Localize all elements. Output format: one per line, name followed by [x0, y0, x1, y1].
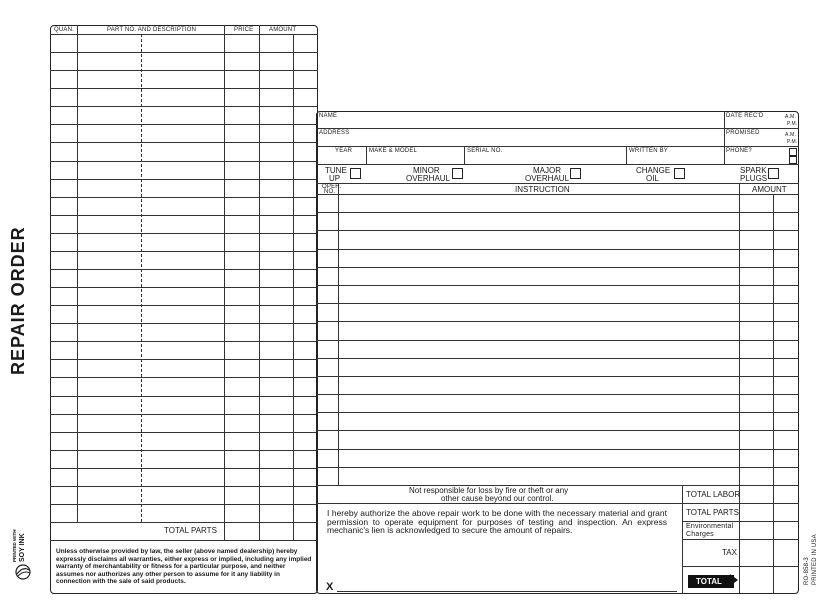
charges-label: Charges: [686, 531, 714, 538]
totals-row-line: [682, 539, 799, 540]
soybean-leaf-icon: [12, 564, 34, 580]
labor-row-line: [316, 358, 799, 359]
make-model-label: MAKE & MODEL: [369, 148, 418, 154]
parts-row-line: [50, 504, 318, 505]
signature-x: X: [326, 581, 334, 593]
labor-row-line: [316, 230, 799, 231]
address-field[interactable]: [360, 129, 722, 145]
parts-row-line: [50, 161, 318, 162]
oper-no-label-1: OPER.: [322, 184, 342, 190]
parts-row-line: [50, 305, 318, 306]
parts-row-line: [50, 142, 318, 143]
written-by-label: WRITTEN BY: [629, 148, 668, 154]
parts-row-line: [50, 197, 318, 198]
labor-row-line: [316, 303, 799, 304]
parts-row-line: [50, 124, 318, 125]
amount-header: AMOUNT: [269, 27, 297, 33]
promised-label: PROMISED: [726, 130, 760, 136]
info-col-line: [366, 146, 367, 164]
printed-in-usa: PRINTED IN USA: [812, 534, 818, 585]
promised-pm: P.M.: [787, 139, 798, 145]
spark-plugs-checkbox[interactable]: [768, 168, 779, 179]
tune-up-label-1: TUNE: [325, 166, 347, 175]
labor-row-line: [316, 285, 799, 286]
totals-row-line: [682, 521, 799, 522]
labor-row-line: [316, 412, 799, 413]
environmental-label: Environmental: [686, 523, 734, 530]
signature-line[interactable]: [337, 591, 677, 592]
phone-checkbox-1[interactable]: [789, 148, 797, 156]
change-oil-label-2: OIL: [646, 174, 659, 183]
labor-row-line: [316, 249, 799, 250]
parts-row-line: [50, 215, 318, 216]
minor-overhaul-checkbox[interactable]: [452, 168, 463, 179]
soy-ink-brand: SOY INK: [19, 533, 26, 562]
labor-header-top: [316, 183, 799, 184]
year-label: YEAR: [335, 148, 353, 154]
part-desc-header: PART NO. AND DESCRIPTION: [107, 27, 197, 33]
labor-row-line: [316, 376, 799, 377]
serial-label: SERIAL NO.: [467, 148, 503, 154]
parts-row-line: [50, 468, 318, 469]
labor-row-line: [316, 212, 799, 213]
parts-row-line: [50, 323, 318, 324]
form-code: RO-858-3: [804, 557, 810, 585]
parts-row-line: [50, 396, 318, 397]
info-row-line: [316, 146, 799, 147]
parts-row-line: [50, 377, 318, 378]
major-overhaul-label-2: OVERHAUL: [525, 174, 570, 183]
soy-ink-printed-with: PRINTED WITH: [12, 529, 17, 562]
parts-row-line: [50, 486, 318, 487]
totals-row-line: [682, 566, 799, 567]
address-label: ADDRESS: [319, 130, 350, 136]
labor-row-line: [316, 430, 799, 431]
info-col-line: [626, 146, 627, 164]
tax-label: TAX: [722, 548, 737, 557]
parts-col-line: [259, 25, 260, 540]
change-oil-label-1: CHANGE: [636, 166, 671, 175]
total-labor-label: TOTAL LABOR: [686, 490, 741, 499]
labor-header-bottom: [316, 194, 799, 195]
total-label: TOTAL: [688, 575, 734, 588]
minor-overhaul-label-1: MINOR: [413, 166, 440, 175]
labor-row-line: [316, 394, 799, 395]
parts-row-line: [50, 106, 318, 107]
parts-row-line: [50, 251, 318, 252]
parts-table: [50, 25, 318, 594]
labor-col-line: [338, 183, 339, 485]
parts-total-line: [50, 540, 318, 541]
change-oil-checkbox[interactable]: [674, 168, 685, 179]
soy-ink-logo: [10, 514, 36, 580]
labor-row-line: [316, 321, 799, 322]
parts-row-line: [50, 287, 318, 288]
not-responsible-2: other cause beyond our control.: [441, 494, 554, 503]
quan-header: QUAN.: [54, 27, 75, 33]
tune-up-label-2: UP: [329, 174, 341, 183]
auth-divider: [316, 503, 682, 504]
parts-row-line: [50, 269, 318, 270]
legal-disclaimer: Unless otherwise provided by law, the seller (above named dealership) hereby expressly disclaims all warranties, either express or implied, including any implied warranty of merchantability or fitness for a particular purpose, and neither assumes nor authorizes any other person to assume for it any liability in connection with the sale of said products.: [56, 548, 312, 586]
name-label: NAME: [319, 113, 338, 119]
parts-row-line: [50, 414, 318, 415]
parts-row-line: [50, 432, 318, 433]
phone-label: PHONE?: [726, 148, 752, 154]
date-recd-am: A.M.: [785, 114, 797, 120]
authorization-text: I hereby authorize the above repair work to be done with the necessary material and grant permission to operate equipment for purposes of testing and inspection. An express mechanic's lien is acknowledged to secure the amount of repairs.: [327, 508, 667, 535]
date-recd-pm: P.M.: [787, 121, 798, 127]
not-responsible-1: Not responsible for loss by fire or theft or any: [409, 486, 569, 495]
parts-row-line: [50, 450, 318, 451]
parts-row-line: [50, 359, 318, 360]
form-title: REPAIR ORDER: [8, 226, 28, 375]
parts-row-line: [50, 233, 318, 234]
total-parts-label: TOTAL PARTS: [686, 508, 739, 517]
labor-col-line: [739, 183, 740, 594]
parts-total-label: TOTAL PARTS: [164, 526, 217, 535]
labor-row-line: [316, 449, 799, 450]
info-row-line: [316, 164, 799, 165]
labor-row-line: [316, 467, 799, 468]
labor-row-line: [316, 340, 799, 341]
labor-row-line: [316, 267, 799, 268]
total-arrow-icon: [730, 574, 738, 586]
parts-row-line: [50, 52, 318, 53]
parts-header-line: [50, 34, 318, 35]
major-overhaul-checkbox[interactable]: [570, 168, 581, 179]
parts-row-line: [50, 522, 318, 523]
instruction-header: INSTRUCTION: [515, 185, 570, 194]
parts-row-line: [50, 70, 318, 71]
totals-row-line: [682, 503, 799, 504]
parts-col-line: [224, 25, 225, 540]
parts-row-line: [50, 88, 318, 89]
promised-am: A.M.: [785, 132, 797, 138]
name-field[interactable]: [350, 112, 722, 127]
phone-checkbox-2[interactable]: [789, 156, 797, 164]
spark-plugs-label-2: PLUGS: [740, 174, 768, 183]
tune-up-checkbox[interactable]: [350, 168, 361, 179]
parts-col-line: [77, 25, 78, 522]
info-col-line: [464, 146, 465, 164]
price-header: PRICE: [234, 27, 254, 33]
oper-no-label-2: NO.: [324, 189, 336, 195]
spark-plugs-label-1: SPARK: [740, 166, 767, 175]
major-overhaul-label-1: MAJOR: [533, 166, 561, 175]
labor-amount-header: AMOUNT: [752, 185, 787, 194]
minor-overhaul-label-2: OVERHAUL: [406, 174, 451, 183]
parts-row-line: [50, 179, 318, 180]
info-col-line: [724, 111, 725, 164]
date-recd-label: DATE REC'D: [726, 113, 764, 119]
parts-row-line: [50, 341, 318, 342]
